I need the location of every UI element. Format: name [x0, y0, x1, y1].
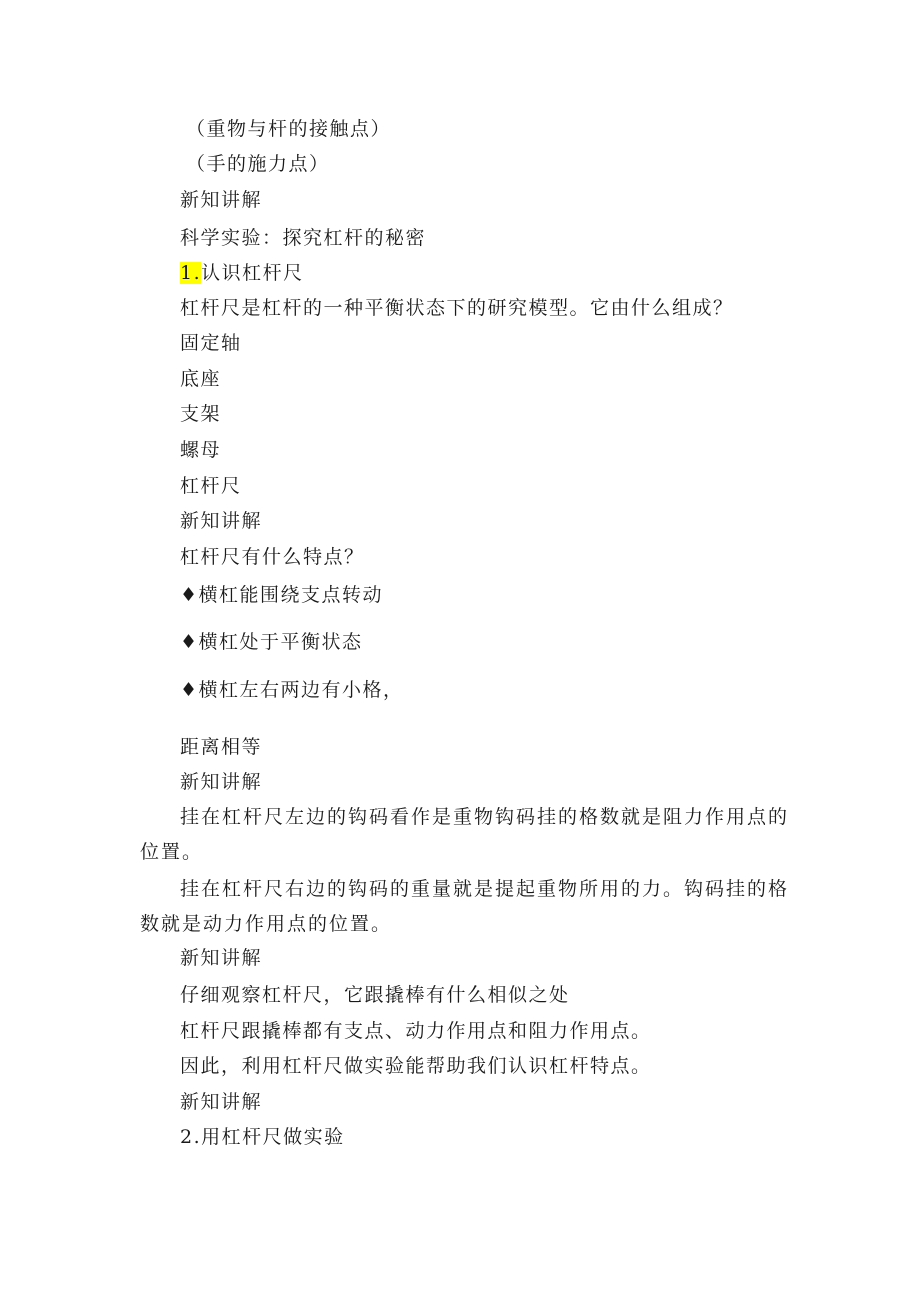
bullet-item: ♦横杠左右两边有小格， [180, 679, 404, 701]
text-line: 仔细观察杠杆尺，它跟撬棒有什么相似之处 [180, 984, 570, 1006]
bullet-item: ♦横杠能围绕支点转动 [180, 584, 384, 606]
text-line: （重物与杆的接触点） [186, 118, 392, 140]
text-line: 距离相等 [180, 736, 263, 758]
list-item: 支架 [180, 403, 222, 425]
section-title: 科学实验：探究杠杆的秘密 [180, 227, 427, 249]
text-line: 杠杆尺跟撬棒都有支点、动力作用点和阻力作用点。 [180, 1020, 652, 1042]
list-item: 杠杆尺 [180, 475, 242, 497]
paragraph: 挂在杠杆尺右边的钩码的重量就是提起重物所用的力。钩码挂的格数就是动力作用点的位置。 [140, 878, 790, 935]
list-item: 底座 [180, 368, 222, 390]
text-line: 杠杆尺是杠杆的一种平衡状态下的研究模型。它由什么组成？ [180, 297, 734, 319]
section-heading: 新知讲解 [180, 771, 263, 793]
text-line: 因此，利用杠杆尺做实验能帮助我们认识杠杆特点。 [180, 1055, 652, 1077]
section-heading: 新知讲解 [180, 1091, 263, 1113]
numbered-heading-text: 认识杠杆尺 [201, 262, 304, 284]
paragraph: 挂在杠杆尺左边的钩码看作是重物钩码挂的格数就是阻力作用点的位置。 [140, 806, 790, 863]
bullet-item: ♦横杠处于平衡状态 [180, 631, 363, 653]
list-item: 螺母 [180, 439, 222, 461]
list-item: 固定轴 [180, 332, 242, 354]
text-line: （手的施力点） [186, 153, 330, 175]
highlighted-number: 1. [180, 262, 202, 284]
numbered-heading [180, 262, 304, 284]
text-line: 杠杆尺有什么特点？ [180, 546, 365, 568]
numbered-heading: 2.用杠杆尺做实验 [180, 1126, 345, 1148]
section-heading: 新知讲解 [180, 947, 263, 969]
section-heading: 新知讲解 [180, 189, 263, 211]
section-heading: 新知讲解 [180, 510, 263, 532]
